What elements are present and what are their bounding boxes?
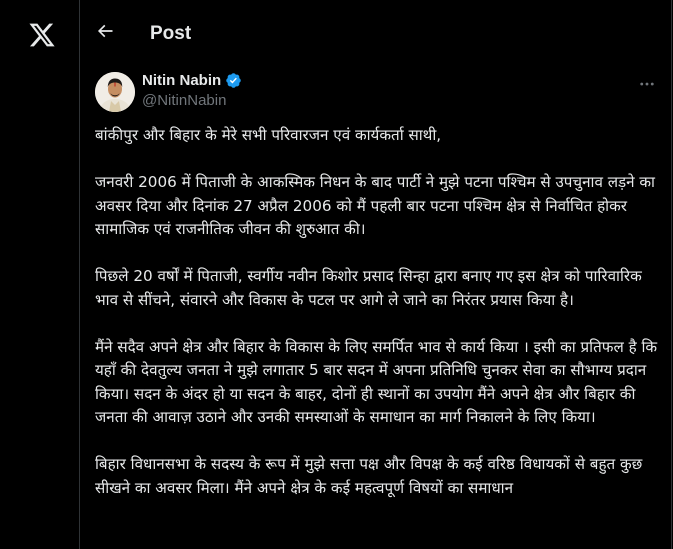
more-options-button[interactable] — [635, 74, 659, 94]
verified-badge-icon — [225, 72, 242, 89]
page-title: Post — [150, 23, 192, 44]
arrow-left-icon — [95, 21, 115, 41]
post-column — [79, 0, 672, 549]
post-paragraph: बांकीपुर और बिहार के मेरे सभी परिवारजन एवं कार्यकर्ता साथी, — [95, 126, 442, 144]
post-paragraph: जनवरी 2006 में पिताजी के आकस्मिक निधन के बाद पार्टी ने मुझे पटना पश्चिम से उपचुनाव लड़ने का अवसर दिया और दिनांक 27 अप्रैल 2006 को मैं पहली बार पटना पश्चिम क्षेत्र से निर्वाचित होकर सामाजिक एवं राजनीतिक जीवन की शुरुआत की। — [95, 173, 655, 238]
post-paragraph: बिहार विधानसभा के सदस्य के रूप में मुझे सत्ता पक्ष और विपक्ष के कई वरिष्ठ विधायकों से बहुत कुछ सीखने का अवसर मिला। मैंने अपने क्षेत्र के कई महत्वपूर्ण विषयों का समाधान — [95, 455, 643, 497]
author-display-name[interactable]: Nitin Nabin — [142, 72, 222, 89]
avatar[interactable] — [95, 72, 135, 112]
more-dots-icon — [638, 75, 656, 93]
post-paragraph: मैंने सदैव अपने क्षेत्र और बिहार के विकास के लिए समर्पित भाव से कार्य किया । इसी का प्रतिफल है कि यहाँ की देवतुल्य जनता ने मुझे लगातार 5 बार सदन में अपना प्रतिनिधि चुनकर सेवा का सौभाग्य प्रदान किया। सदन के अंदर हो या सदन के बाहर, दोनों ही स्थानों का उपयोग मैंने अपने क्षेत्र और बिहार की जनता की आवाज़ उठाने और उनकी समस्याओं के समाधान का मार्ग निकालने के लिए किया। — [95, 337, 658, 426]
author-handle[interactable]: @NitinNabin — [142, 92, 227, 109]
left-nav-rail — [0, 0, 80, 549]
back-button[interactable] — [92, 18, 118, 44]
post-author — [80, 66, 671, 118]
x-logo-icon[interactable] — [28, 21, 56, 49]
post-paragraph: पिछले 20 वर्षों में पिताजी, स्वर्गीय नवीन किशोर प्रसाद सिन्हा द्वारा बनाए गए इस क्षेत्र को पारिवारिक भाव से सींचने, संवारने और विकास के पटल पर आगे ले जाने का निरंतर प्रयास किया है। — [95, 267, 642, 309]
post-header — [80, 0, 671, 66]
post-text — [95, 124, 661, 524]
author-name-line — [142, 72, 242, 89]
